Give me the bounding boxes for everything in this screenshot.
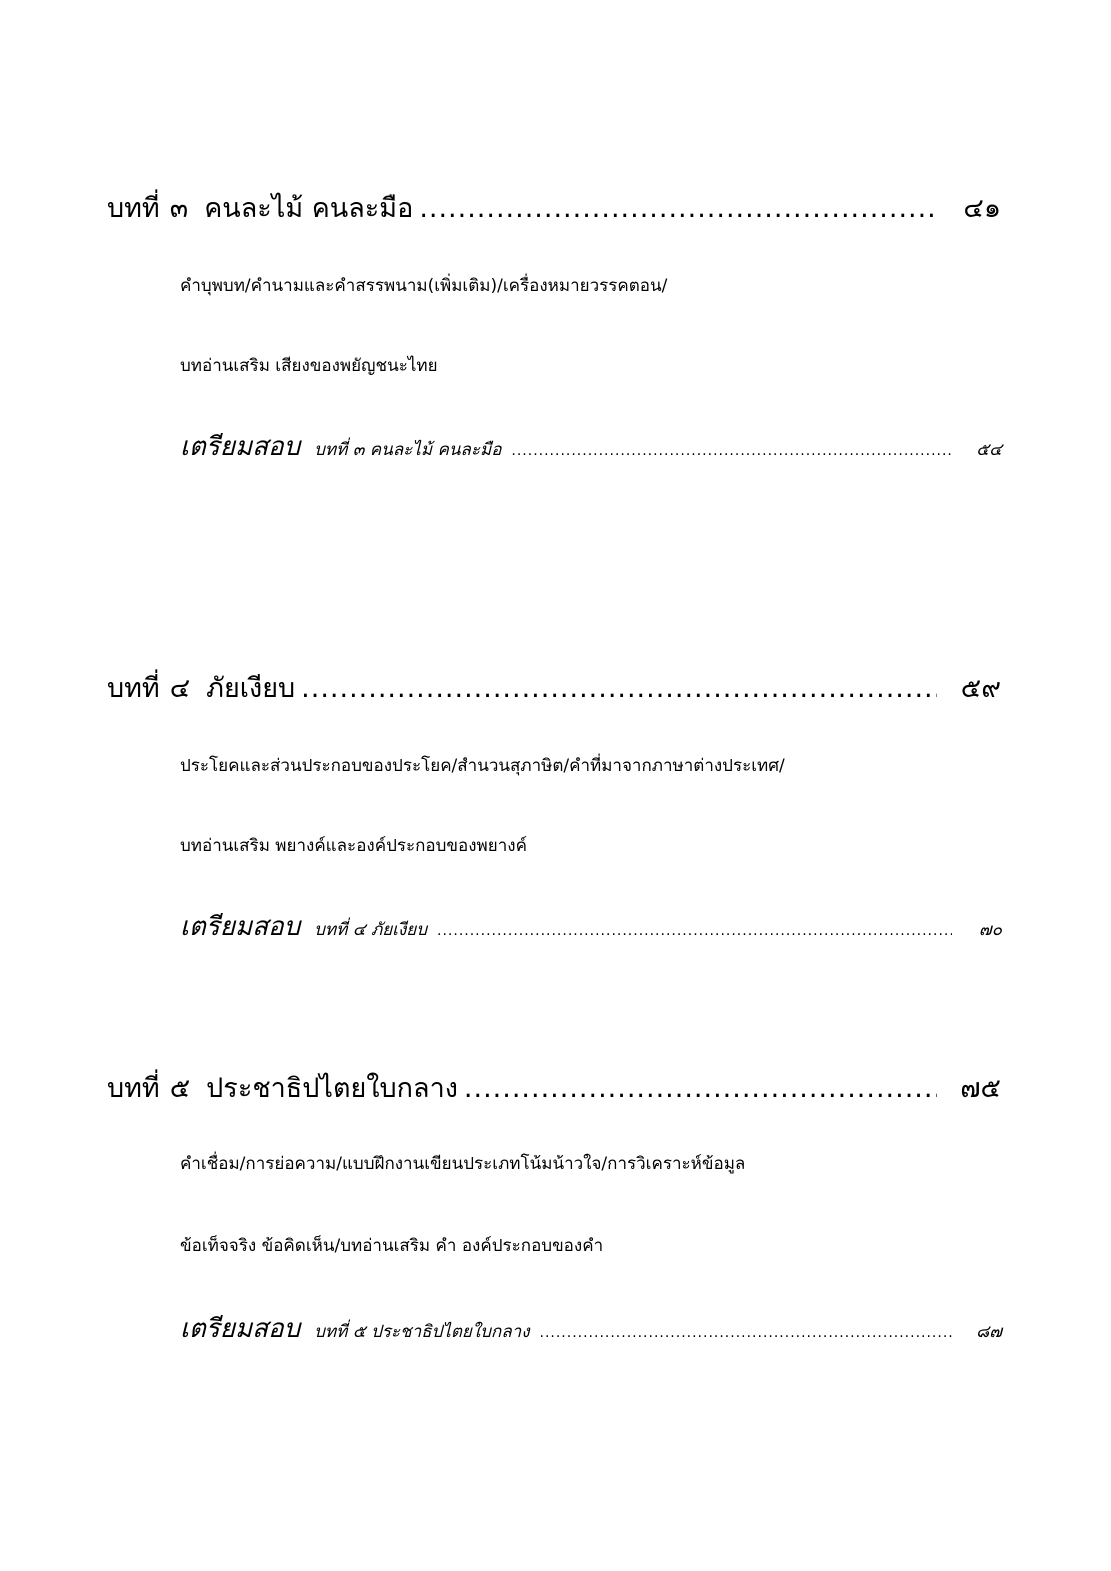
- chapter-page-number: ๕๙: [960, 673, 1001, 704]
- exam-prep-label: เตรียมสอบ: [180, 432, 301, 462]
- chapter-topics-line: บทอ่านเสริม เสียงของพยัญชนะไทย: [180, 356, 438, 376]
- chapter-title: ประชาธิปไตยใบกลาง: [206, 1073, 458, 1104]
- chapter-page-number: ๗๕: [960, 1073, 1001, 1104]
- chapter-topics-line: ข้อเท็จจริง ข้อคิดเห็น/บทอ่านเสริม คำ องค์ประกอบของคำ: [180, 1236, 604, 1256]
- chapter-number: ๕: [169, 1073, 191, 1104]
- exam-prep-label: เตรียมสอบ: [180, 1314, 301, 1344]
- dot-leader: [464, 1073, 937, 1104]
- exam-prep-page-number: ๗๐: [978, 920, 1002, 940]
- exam-prep-page-number: ๕๔: [976, 440, 1002, 460]
- exam-prep-page-number: ๘๗: [976, 1322, 1002, 1342]
- chapter-title: คนละไม้ คนละมือ: [204, 193, 414, 224]
- exam-prep-title: บทที่ ๕ ประชาธิปไตยใบกลาง: [314, 1322, 530, 1342]
- chapter-page-number: ๔๑: [963, 193, 1001, 224]
- chapter-heading: [107, 666, 1001, 709]
- dot-leader: [437, 923, 952, 939]
- chapter-number: ๔: [169, 673, 191, 704]
- dot-leader: [301, 673, 937, 704]
- exam-prep-label: เตรียมสอบ: [180, 912, 301, 942]
- chapter-topics-line: บทอ่านเสริม พยางค์และองค์ประกอบของพยางค์: [180, 836, 527, 856]
- exam-prep-title: บทที่ ๔ ภัยเงียบ: [314, 920, 428, 940]
- chapter-topics-line: ประโยคและส่วนประกอบของประโยค/สำนวนสุภาษิต/คำที่มาจากภาษาต่างประเทศ/: [180, 756, 785, 776]
- chapter-heading: [107, 186, 1001, 229]
- exam-prep-entry: [180, 1308, 1002, 1349]
- chapter-label: บทที่: [107, 193, 160, 224]
- exam-prep-title: บทที่ ๓ คนละไม้ คนละมือ: [314, 440, 502, 460]
- chapter-heading: [107, 1066, 1001, 1109]
- exam-prep-entry: [180, 426, 1002, 467]
- dot-leader: [419, 193, 937, 224]
- dot-leader: [511, 443, 952, 459]
- chapter-label: บทที่: [107, 673, 160, 704]
- chapter-number: ๓: [169, 193, 189, 224]
- dot-leader: [540, 1325, 953, 1341]
- chapter-topics-line: คำบุพบท/คำนามและคำสรรพนาม(เพิ่มเติม)/เครื่องหมายวรรคตอน/: [180, 276, 668, 296]
- chapter-title: ภัยเงียบ: [206, 673, 296, 704]
- chapter-label: บทที่: [107, 1073, 160, 1104]
- chapter-topics-line: คำเชื่อม/การย่อความ/แบบฝึกงานเขียนประเภทโน้มน้าวใจ/การวิเคราะห์ข้อมูล: [180, 1154, 746, 1174]
- exam-prep-entry: [180, 906, 1002, 947]
